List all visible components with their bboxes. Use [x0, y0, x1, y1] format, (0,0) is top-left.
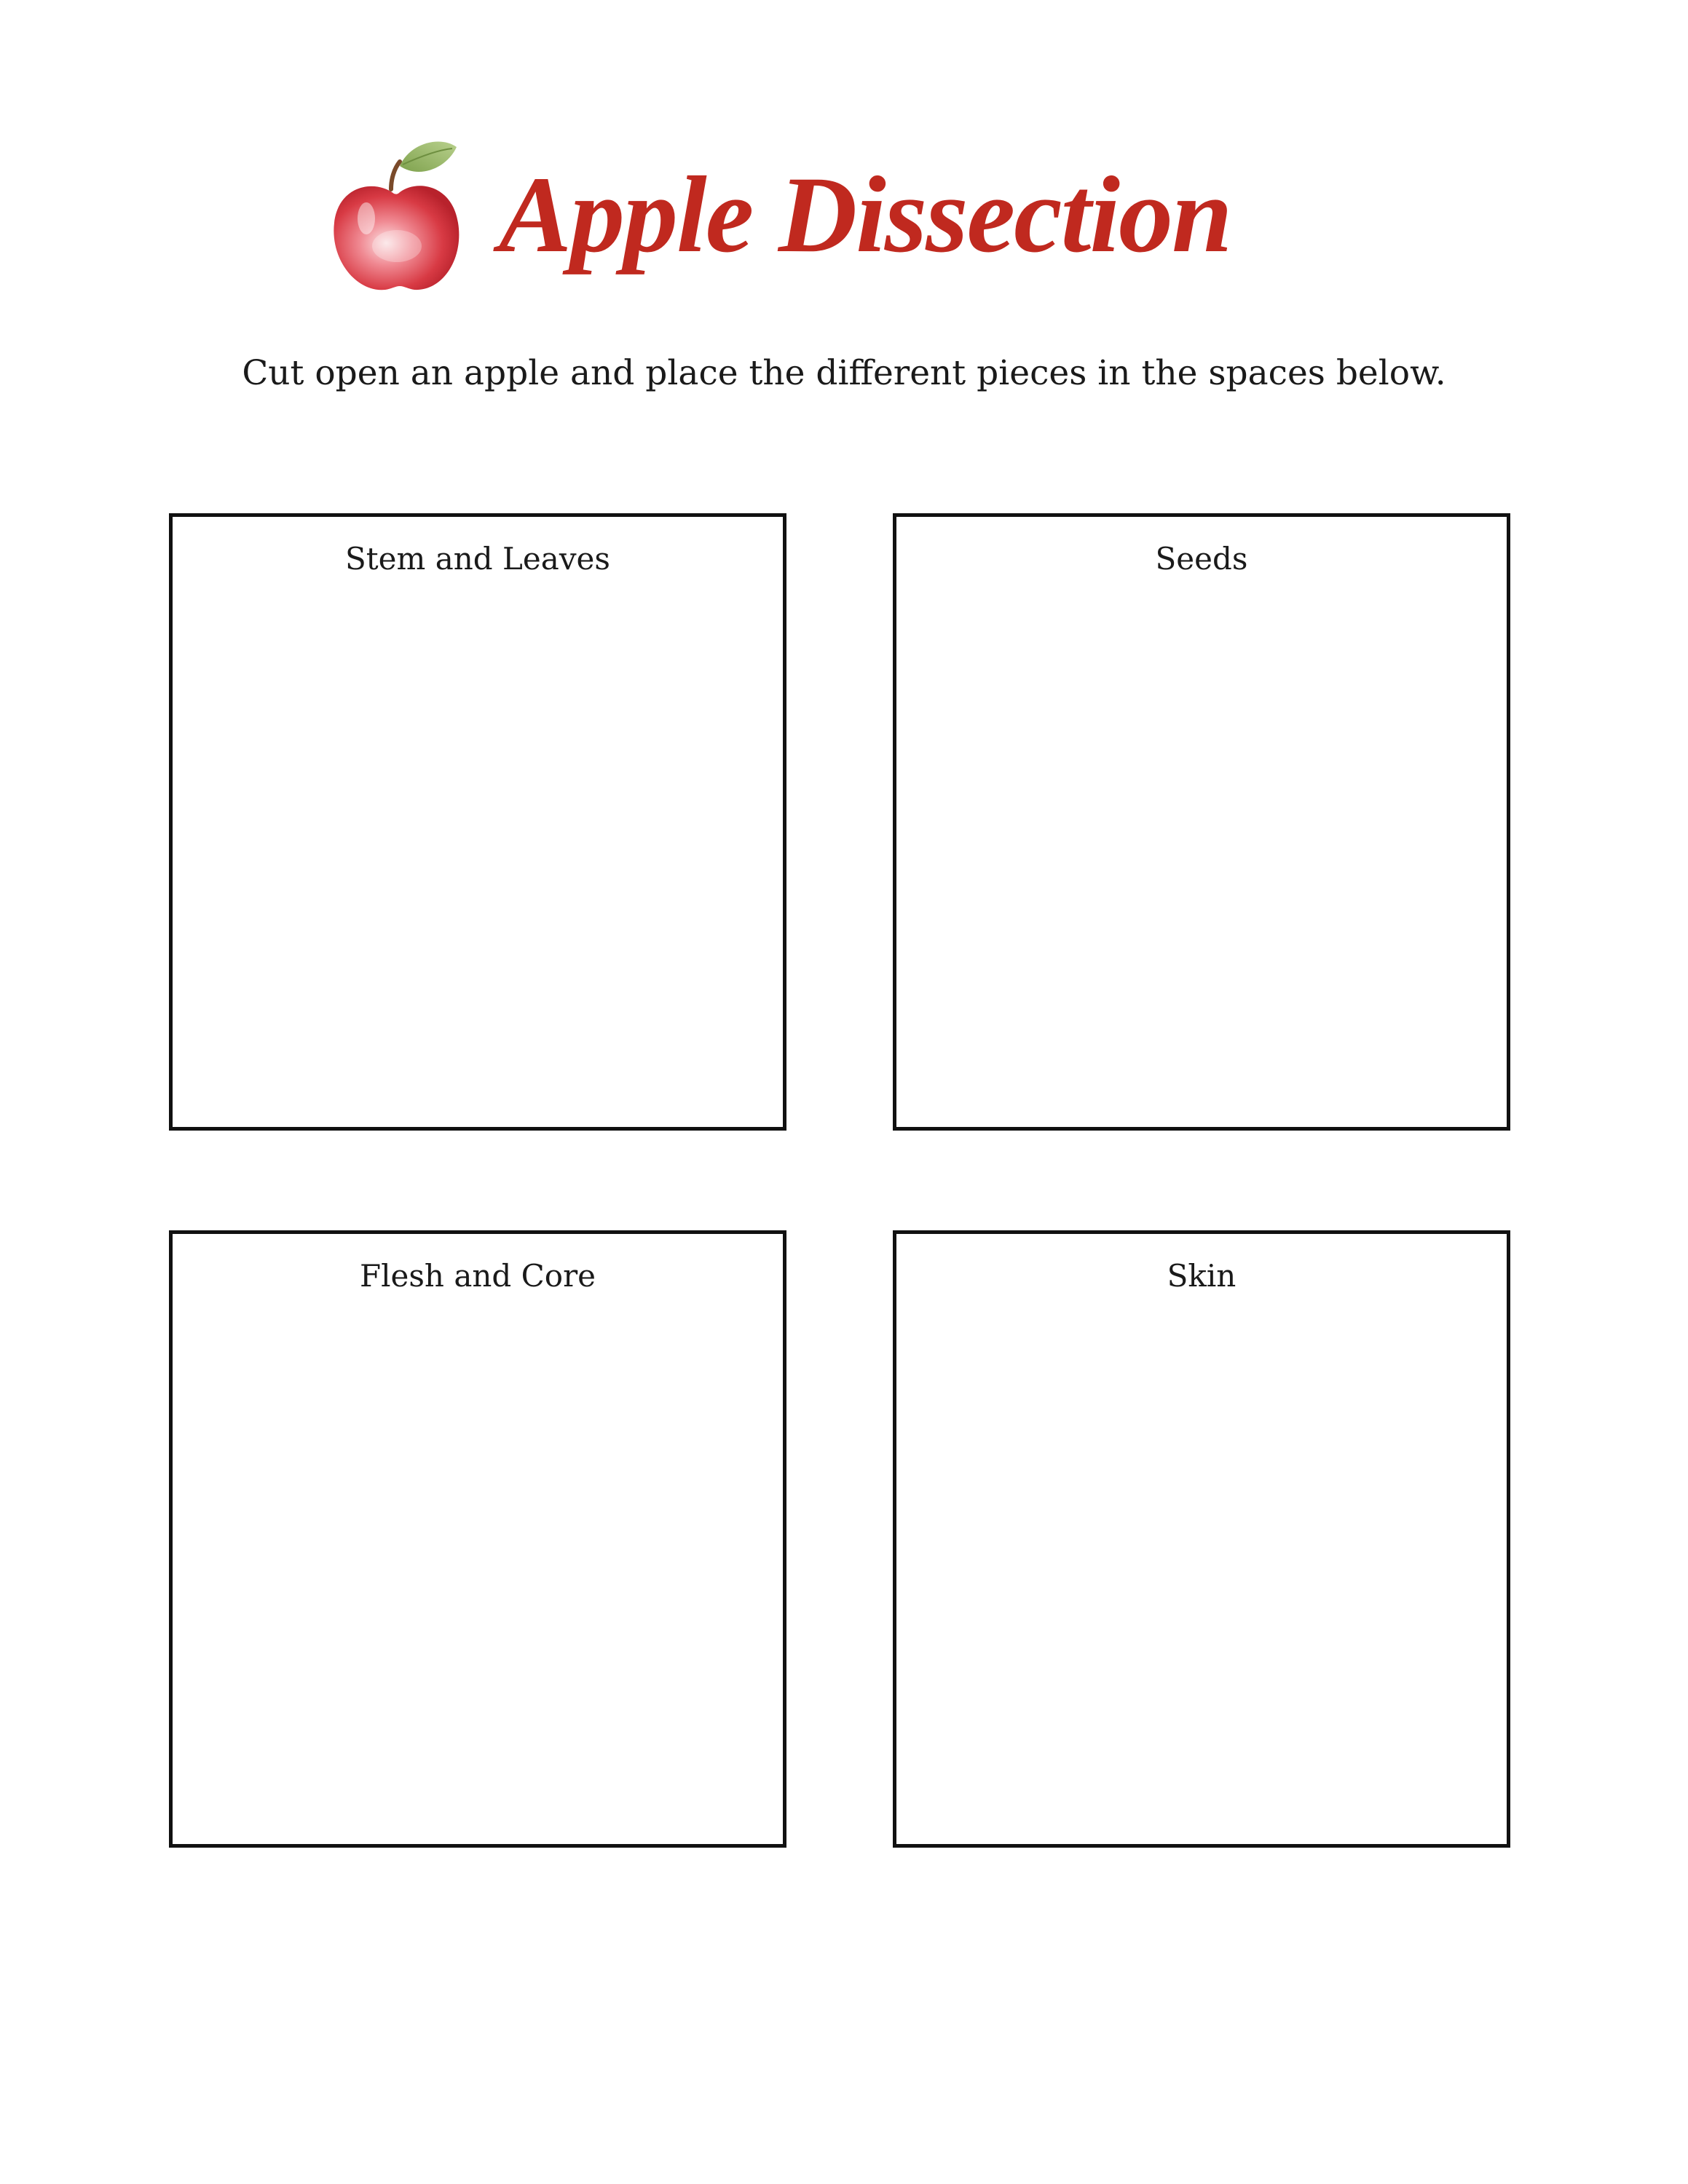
stem-and-leaves-box — [169, 513, 786, 1131]
box-label: Stem and Leaves — [345, 541, 610, 577]
box-label: Flesh and Core — [359, 1258, 596, 1294]
header — [0, 131, 1688, 306]
flesh-and-core-box — [169, 1230, 786, 1848]
box-label: Seeds — [1155, 541, 1248, 577]
apple-icon — [324, 137, 470, 297]
box-label: Skin — [1167, 1258, 1237, 1294]
page-title: Apple Dissection — [499, 154, 1231, 275]
seeds-box — [893, 513, 1510, 1131]
skin-box — [893, 1230, 1510, 1848]
instructions-text: Cut open an apple and place the different pieces in the spaces below. — [242, 353, 1446, 393]
